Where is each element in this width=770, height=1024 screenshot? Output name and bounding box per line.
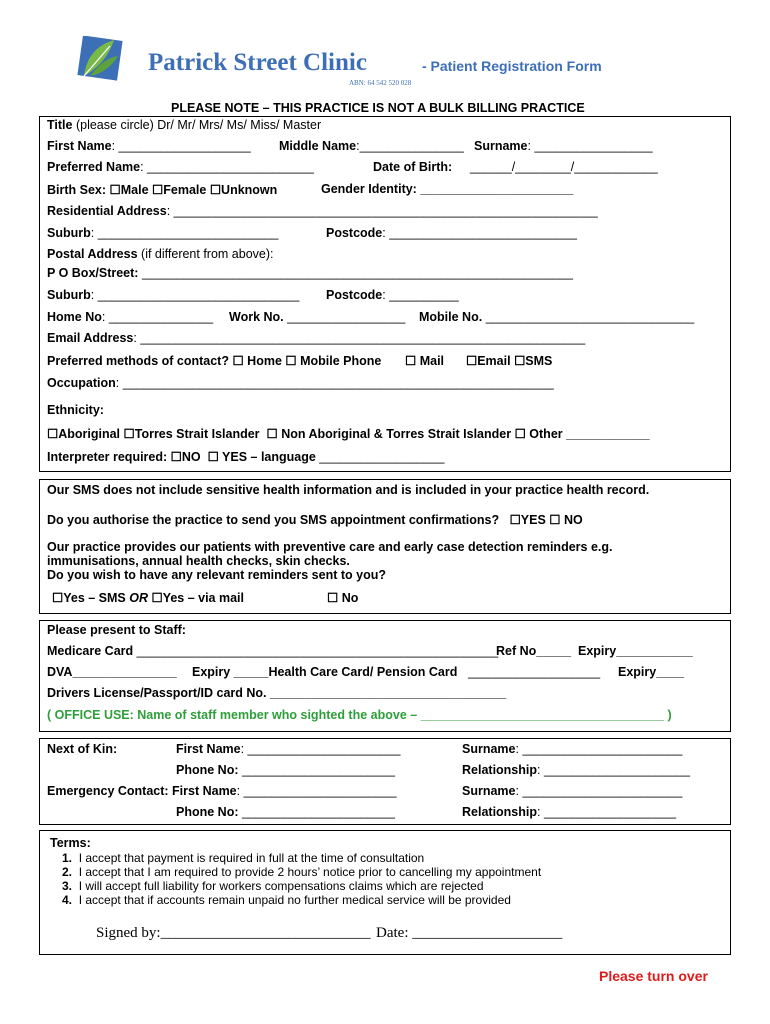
email-field[interactable]	[47, 331, 585, 345]
eth-other-label: Other	[529, 427, 563, 441]
emergency-label: Emergency Contact: First Name	[47, 784, 237, 798]
suburb2-label: Suburb	[47, 288, 91, 302]
title-options[interactable]: (please circle) Dr/ Mr/ Mrs/ Ms/ Miss/ Master	[75, 118, 322, 132]
kin-relationship-line[interactable]: : _____________________	[537, 763, 690, 777]
postcode-label: Postcode	[326, 226, 383, 240]
terms-item-text: I accept that I am required to provide 2 hours’ notice prior to cancelling my appointment	[78, 865, 542, 879]
terms-item: 4. I accept that if accounts remain unpaid no further medical service will be provided	[62, 893, 511, 907]
postal-address-row	[47, 247, 274, 261]
kin-phone-line[interactable]: ______________________	[238, 763, 395, 777]
opt-or-label: OR	[129, 591, 148, 605]
emergency-first-name-field[interactable]	[47, 784, 397, 798]
checkbox-icon[interactable]: ☐	[405, 354, 417, 368]
sex-female-label: Female	[163, 183, 207, 197]
po-box-field[interactable]	[47, 266, 573, 280]
surname-line[interactable]: : _________________	[527, 139, 653, 153]
checkbox-icon[interactable]: ☐	[151, 591, 163, 605]
preferred-name-field[interactable]	[47, 160, 314, 174]
emergency-phone-field[interactable]	[176, 805, 395, 819]
terms-item-text: I will accept full liability for workers compensations claims which are rejected	[78, 879, 484, 893]
terms-list	[62, 851, 541, 907]
emergency-relationship-field[interactable]	[462, 805, 676, 819]
eth-other-line[interactable]: ____________	[566, 427, 650, 441]
contact-email-label: Email	[477, 354, 511, 368]
reminders-line-1: Our practice provides our patients with preventive care and early case detection reminders e.g.	[47, 540, 613, 554]
postal-address-label: Postal Address	[47, 247, 138, 261]
office-use-line[interactable]: ___________________________________ )	[417, 708, 672, 722]
occupation-field[interactable]	[47, 376, 554, 390]
home-no-label: Home No	[47, 310, 102, 324]
sex-unknown-label: Unknown	[221, 183, 278, 197]
po-box-line[interactable]: ______________________________________________________________	[138, 266, 573, 280]
hcc-line[interactable]: ___________________	[468, 665, 601, 679]
postcode2-line[interactable]: : __________	[382, 288, 459, 302]
residential-address-field[interactable]	[47, 204, 598, 218]
opt-sms-label: Yes – SMS	[63, 591, 130, 605]
suburb-field[interactable]	[47, 226, 278, 240]
suburb2-line[interactable]: : _____________________________	[90, 288, 300, 302]
turn-over-note: Please turn over	[599, 968, 708, 984]
terms-item: 3. I will accept full liability for workers compensations claims which are rejected	[62, 879, 484, 893]
contact-methods-label: Preferred methods of contact?	[47, 354, 229, 368]
postcode2-field[interactable]	[326, 288, 459, 302]
medicare-expiry-field[interactable]: Expiry___________	[578, 644, 693, 658]
mobile-no-line[interactable]: ______________________________	[485, 310, 695, 324]
terms-item-text: I accept that payment is required in full at the time of consultation	[78, 851, 425, 865]
interp-yes-label: YES – language	[222, 450, 316, 464]
postcode-field[interactable]	[326, 226, 577, 240]
contact-mobile-label: Mobile Phone	[300, 354, 382, 368]
office-use-row	[47, 708, 672, 722]
checkbox-icon[interactable]: ☐	[285, 354, 297, 368]
postal-address-note: (if different from above):	[141, 247, 274, 261]
work-no-field[interactable]	[229, 310, 405, 324]
ethnicity-label: Ethnicity:	[47, 403, 104, 417]
checkbox-icon[interactable]: ☐	[207, 450, 219, 464]
suburb-label: Suburb	[47, 226, 91, 240]
checkbox-icon[interactable]: ☐	[109, 183, 121, 197]
checkbox-icon[interactable]: ☐	[327, 591, 339, 605]
medicare-ref-field[interactable]: Ref No_____	[496, 644, 572, 658]
sms-question: Do you authorise the practice to send you SMS appointment confirmations?	[47, 513, 500, 527]
reminders-line-2: immunisations, annual health checks, skin checks.	[47, 554, 350, 568]
postcode-line[interactable]: : ___________________________	[382, 226, 577, 240]
occupation-line[interactable]: : ______________________________________________________________	[115, 376, 554, 390]
emergency-phone-label: Phone No:	[176, 805, 239, 819]
kin-surname-line[interactable]: : _______________________	[515, 742, 683, 756]
hcc-expiry-field[interactable]: Expiry____	[618, 665, 685, 679]
work-no-line[interactable]: _________________	[287, 310, 406, 324]
reminder-no-option[interactable]	[327, 590, 358, 605]
gender-identity-field[interactable]	[321, 182, 573, 196]
email-line[interactable]: : ________________________________________________________________	[133, 331, 586, 345]
middle-name-field[interactable]	[279, 139, 464, 153]
kin-phone-field[interactable]	[176, 763, 395, 777]
residential-address-line[interactable]: : _____________________________________________________________	[166, 204, 598, 218]
reminders-line-3: Do you wish to have any relevant reminders sent to you?	[47, 568, 386, 582]
mobile-no-label: Mobile No.	[419, 310, 483, 324]
suburb2-field[interactable]	[47, 288, 299, 302]
emergency-relationship-line[interactable]: : ___________________	[537, 805, 677, 819]
drivers-license-field[interactable]	[47, 686, 506, 700]
sms-no-label: NO	[563, 513, 583, 527]
terms-item-text: I accept that if accounts remain unpaid no further medical service will be provided	[78, 893, 511, 907]
middle-name-label: Middle Name	[279, 139, 357, 153]
checkbox-icon[interactable]: ☐	[47, 427, 59, 441]
kin-surname-field[interactable]	[462, 742, 682, 756]
checkbox-icon[interactable]: ☐	[232, 354, 244, 368]
dob-line[interactable]: ______/________/____________	[470, 160, 658, 174]
middle-name-line[interactable]: :_______________	[356, 139, 464, 153]
medicare-field[interactable]	[47, 644, 498, 658]
emergency-surname-line[interactable]: : _______________________	[515, 784, 683, 798]
po-box-label: P O Box/Street:	[47, 266, 139, 280]
drivers-label: Drivers License/Passport/ID card No.	[47, 686, 267, 700]
kin-phone-label: Phone No:	[176, 763, 239, 777]
contact-mail-label: Mail	[419, 354, 445, 368]
preferred-name-line[interactable]: : ________________________	[140, 160, 314, 174]
eth-non-label: Non Aboriginal & Torres Strait Islander	[281, 427, 512, 441]
interpreter-label: Interpreter required:	[47, 450, 168, 464]
sex-male-label: Male	[120, 183, 149, 197]
interp-no-label: NO	[181, 450, 201, 464]
dob-label: Date of Birth:	[373, 160, 453, 174]
staff-heading: Please present to Staff:	[47, 623, 186, 637]
contact-home-label: Home	[247, 354, 282, 368]
kin-surname-label: Surname	[462, 742, 516, 756]
first-name-label: First Name	[47, 139, 112, 153]
checkbox-icon[interactable]: ☐	[209, 183, 222, 197]
checkbox-icon[interactable]: ☐	[266, 427, 278, 441]
emergency-relationship-label: Relationship	[462, 805, 538, 819]
emergency-phone-line[interactable]: ______________________	[238, 805, 395, 819]
kin-first-name-line[interactable]: : ______________________	[240, 742, 401, 756]
contact-email-option[interactable]	[466, 353, 552, 368]
terms-heading: Terms:	[50, 836, 91, 850]
interp-language-line[interactable]: __________________	[315, 450, 445, 464]
reminders-text	[47, 540, 612, 582]
checkbox-icon[interactable]: ☐	[509, 513, 521, 527]
medicare-line[interactable]: ____________________________________________________	[133, 644, 499, 658]
birth-sex-label: Birth Sex:	[47, 183, 107, 197]
emergency-first-name-line[interactable]: : ______________________	[236, 784, 397, 798]
home-no-field[interactable]	[47, 310, 213, 324]
kin-first-name-field[interactable]	[176, 742, 401, 756]
kin-relationship-field[interactable]	[462, 763, 690, 777]
kin-first-name-label: First Name	[176, 742, 241, 756]
preferred-name-label: Preferred Name	[47, 160, 141, 174]
next-of-kin-label: Next of Kin:	[47, 742, 118, 756]
title-label: Title	[47, 118, 73, 132]
drivers-line[interactable]: __________________________________	[266, 686, 507, 700]
occupation-label: Occupation	[47, 376, 116, 390]
clinic-name: Patrick Street Clinic	[148, 49, 367, 76]
eth-tsi-label: Torres Strait Islander	[134, 427, 260, 441]
clinic-logo	[76, 36, 124, 82]
dva-field[interactable]: DVA_______________	[47, 665, 177, 679]
checkbox-icon[interactable]: ☐	[123, 427, 135, 441]
suburb-line[interactable]: : __________________________	[90, 226, 279, 240]
checkbox-icon[interactable]: ☐	[52, 591, 64, 605]
date-field[interactable]: Date: ____________________	[376, 925, 563, 941]
postcode2-label: Postcode	[326, 288, 383, 302]
opt-mail-label: Yes – via mail	[162, 591, 244, 605]
home-no-line[interactable]: : _______________	[101, 310, 214, 324]
surname-field[interactable]	[474, 139, 653, 153]
checkbox-icon[interactable]: ☐	[549, 513, 561, 527]
emergency-surname-field[interactable]	[462, 784, 682, 798]
abn-number: ABN: 64 542 520 028	[349, 79, 412, 87]
contact-sms-label: SMS	[525, 354, 553, 368]
billing-notice: PLEASE NOTE – THIS PRACTICE IS NOT A BULK BILLING PRACTICE	[171, 101, 585, 115]
sms-question-row	[47, 512, 583, 527]
terms-item: 1. I accept that payment is required in full at the time of consultation	[62, 851, 425, 865]
terms-item: 2. I accept that I am required to provide 2 hours’ notice prior to cancelling my appointment	[62, 865, 542, 879]
first-name-field[interactable]	[47, 139, 251, 153]
residential-address-label: Residential Address	[47, 204, 167, 218]
opt-no-label: No	[341, 591, 359, 605]
reminder-options-row	[52, 590, 244, 605]
dva-expiry-hcc[interactable]: Expiry _____Health Care Card/ Pension Card	[192, 665, 458, 679]
birth-sex-row	[47, 182, 277, 197]
email-label: Email Address	[47, 331, 134, 345]
medicare-label: Medicare Card	[47, 644, 134, 658]
office-use-label: ( OFFICE USE: Name of staff member who sighted the above –	[47, 708, 418, 722]
form-title: - Patient Registration Form	[422, 58, 602, 74]
sms-yes-label: YES	[520, 513, 546, 527]
gender-identity-label: Gender Identity:	[321, 182, 417, 196]
contact-methods-row	[47, 353, 381, 368]
interpreter-row	[47, 449, 444, 464]
checkbox-icon[interactable]: ☐	[514, 427, 526, 441]
checkbox-icon[interactable]: ☐	[514, 354, 526, 368]
checkbox-icon[interactable]: ☐	[170, 450, 182, 464]
first-name-line[interactable]: : ___________________	[111, 139, 251, 153]
ethnicity-options-row	[47, 426, 650, 441]
surname-label: Surname	[474, 139, 528, 153]
eth-aboriginal-label: Aboriginal	[58, 427, 121, 441]
checkbox-icon[interactable]: ☐	[466, 354, 478, 368]
emergency-surname-label: Surname	[462, 784, 516, 798]
leaf-logo-icon	[76, 36, 124, 82]
sms-info: Our SMS does not include sensitive health information and is included in your practice health record.	[47, 483, 650, 497]
title-row	[47, 118, 321, 132]
kin-relationship-label: Relationship	[462, 763, 538, 777]
mobile-no-field[interactable]	[419, 310, 694, 324]
work-no-label: Work No.	[229, 310, 284, 324]
contact-mail-option[interactable]	[405, 353, 444, 368]
signature-field[interactable]: Signed by:____________________________	[96, 925, 371, 941]
gender-identity-line[interactable]: ______________________	[420, 182, 574, 196]
checkbox-icon[interactable]: ☐	[152, 183, 164, 197]
